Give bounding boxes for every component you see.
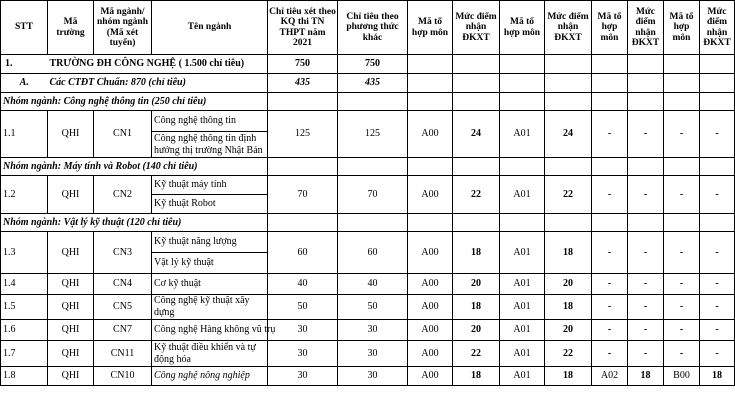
cell-combo-1: A00 — [408, 341, 453, 367]
cell-school: QHI — [48, 295, 94, 320]
header-score-1: Mức điểm nhận ĐKXT — [453, 1, 500, 55]
cell-combo-1: A00 — [408, 111, 453, 158]
group-row — [1, 214, 735, 232]
cell-score-3: - — [628, 295, 664, 320]
cell-score-4: - — [700, 320, 735, 341]
header-combo-code-4: Mã tổ hợp môn — [664, 1, 700, 55]
header-quota-other: Chỉ tiêu theo phương thức khác — [338, 1, 408, 55]
cell-score-1: 24 — [453, 111, 500, 158]
cell-quota-other: 60 — [338, 232, 408, 274]
cell-combo-3: - — [592, 176, 628, 214]
cell-combo-1: A00 — [408, 232, 453, 274]
cell-combo-2: A01 — [500, 232, 545, 274]
header-major-name: Tên ngành — [152, 1, 268, 55]
cell-combo-2: A01 — [500, 320, 545, 341]
cell-code: CN2 — [94, 176, 152, 214]
cell-combo-3: - — [592, 232, 628, 274]
cell-school: QHI — [48, 341, 94, 367]
group-title: Nhóm ngành: Công nghệ thông tin (250 chỉ tiêu) — [1, 93, 268, 111]
table-row — [1, 111, 735, 132]
cell-score-1: 18 — [453, 367, 500, 386]
cell-combo-1: A00 — [408, 367, 453, 386]
table-row — [1, 295, 735, 320]
cell-code: CN10 — [94, 367, 152, 386]
cell-score-4: 18 — [700, 367, 735, 386]
cell-score-4: - — [700, 176, 735, 214]
header-combo-code-1: Mã tổ hợp môn — [408, 1, 453, 55]
cell-major-name: Vật lý kỹ thuật — [152, 253, 268, 274]
cell-score-3: - — [628, 341, 664, 367]
header-score-2: Mức điểm nhận ĐKXT — [545, 1, 592, 55]
cell-quota-other: 70 — [338, 176, 408, 214]
cell-major-name: Kỹ thuật Robot — [152, 195, 268, 214]
cell-major-name: Kỹ thuật điều khiển và tự động hóa — [152, 341, 268, 367]
section-a-quota-thpt: 435 — [268, 74, 338, 93]
cell-quota-thpt: 70 — [268, 176, 338, 214]
cell-school: QHI — [48, 274, 94, 295]
cell-quota-other: 125 — [338, 111, 408, 158]
cell-combo-4: - — [664, 295, 700, 320]
cell-score-2: 22 — [545, 176, 592, 214]
cell-major-name: Công nghệ thông tin — [152, 111, 268, 132]
cell-score-1: 22 — [453, 341, 500, 367]
cell-combo-4: - — [664, 274, 700, 295]
section-a-name: Các CTĐT Chuẩn: 870 (chỉ tiêu) — [48, 74, 268, 93]
cell-quota-other: 50 — [338, 295, 408, 320]
table-row — [1, 274, 735, 295]
cell-school: QHI — [48, 111, 94, 158]
header-score-4: Mức điểm nhận ĐKXT — [700, 1, 735, 55]
group-row — [1, 93, 735, 111]
cell-code: CN5 — [94, 295, 152, 320]
university-stt: 1. — [1, 55, 48, 74]
cell-quota-thpt: 50 — [268, 295, 338, 320]
cell-score-2: 18 — [545, 232, 592, 274]
table-row — [1, 341, 735, 367]
cell-quota-other: 30 — [338, 367, 408, 386]
cell-score-4: - — [700, 232, 735, 274]
cell-quota-thpt: 30 — [268, 341, 338, 367]
cell-major-name: Kỹ thuật năng lượng — [152, 232, 268, 253]
cell-combo-1: A00 — [408, 295, 453, 320]
cell-score-3: - — [628, 320, 664, 341]
table-row — [1, 176, 735, 195]
cell-major-name: Công nghệ kỹ thuật xây dựng — [152, 295, 268, 320]
cell-combo-1: A00 — [408, 176, 453, 214]
header-combo-code-3: Mã tổ hợp môn — [592, 1, 628, 55]
cell-quota-thpt: 60 — [268, 232, 338, 274]
cell-code: CN4 — [94, 274, 152, 295]
cell-stt: 1.5 — [1, 295, 48, 320]
header-stt: STT — [1, 1, 48, 55]
cell-combo-2: A01 — [500, 274, 545, 295]
cell-combo-2: A01 — [500, 295, 545, 320]
cell-stt: 1.7 — [1, 341, 48, 367]
group-title: Nhóm ngành: Vật lý kỹ thuật (120 chỉ tiêu) — [1, 214, 268, 232]
cell-quota-other: 40 — [338, 274, 408, 295]
cell-score-3: - — [628, 176, 664, 214]
cell-score-1: 18 — [453, 232, 500, 274]
header-major-code: Mã ngành/ nhóm ngành (Mã xét tuyển) — [94, 1, 152, 55]
cell-combo-3: - — [592, 295, 628, 320]
cell-major-name: Công nghệ Hàng không vũ trụ — [152, 320, 268, 341]
university-quota-other: 750 — [338, 55, 408, 74]
cell-score-2: 20 — [545, 274, 592, 295]
cell-code: CN3 — [94, 232, 152, 274]
cell-score-3: 18 — [628, 367, 664, 386]
header-score-3: Mức điểm nhận ĐKXT — [628, 1, 664, 55]
cell-combo-3: - — [592, 341, 628, 367]
cell-score-1: 22 — [453, 176, 500, 214]
cell-quota-thpt: 125 — [268, 111, 338, 158]
cell-score-2: 20 — [545, 320, 592, 341]
cell-score-2: 24 — [545, 111, 592, 158]
header-row — [1, 1, 735, 55]
university-row — [1, 55, 735, 74]
cell-major-name: Cơ kỹ thuật — [152, 274, 268, 295]
cell-school: QHI — [48, 367, 94, 386]
cell-major-name: Công nghệ nông nghiệp — [152, 367, 268, 386]
cell-score-4: - — [700, 111, 735, 158]
university-name: TRƯỜNG ĐH CÔNG NGHỆ ( 1.500 chỉ tiêu) — [48, 55, 268, 74]
cell-combo-4: - — [664, 341, 700, 367]
cell-stt: 1.1 — [1, 111, 48, 158]
cell-code: CN7 — [94, 320, 152, 341]
cell-school: QHI — [48, 232, 94, 274]
cell-school: QHI — [48, 176, 94, 214]
cell-combo-2: A01 — [500, 341, 545, 367]
table-row — [1, 232, 735, 253]
cell-major-name: Công nghệ thông tin định hướng thị trường Nhật Bản — [152, 132, 268, 158]
cell-stt: 1.2 — [1, 176, 48, 214]
cell-score-3: - — [628, 274, 664, 295]
cell-score-4: - — [700, 341, 735, 367]
cell-quota-thpt: 40 — [268, 274, 338, 295]
section-a-quota-other: 435 — [338, 74, 408, 93]
section-a-label: A. — [1, 74, 48, 93]
cell-stt: 1.8 — [1, 367, 48, 386]
section-a-row — [1, 74, 735, 93]
cell-combo-4: - — [664, 232, 700, 274]
cell-school: QHI — [48, 320, 94, 341]
cell-combo-1: A00 — [408, 320, 453, 341]
cell-stt: 1.4 — [1, 274, 48, 295]
cell-code: CN1 — [94, 111, 152, 158]
cell-score-3: - — [628, 232, 664, 274]
cell-score-3: - — [628, 111, 664, 158]
cell-combo-2: A01 — [500, 176, 545, 214]
cell-combo-4: - — [664, 320, 700, 341]
cell-quota-thpt: 30 — [268, 367, 338, 386]
cell-score-1: 18 — [453, 295, 500, 320]
cell-combo-2: A01 — [500, 111, 545, 158]
table-row — [1, 367, 735, 386]
cell-combo-4: B00 — [664, 367, 700, 386]
cell-score-2: 18 — [545, 367, 592, 386]
cell-score-1: 20 — [453, 320, 500, 341]
cell-stt: 1.6 — [1, 320, 48, 341]
cell-combo-3: - — [592, 111, 628, 158]
group-row — [1, 158, 735, 176]
cell-stt: 1.3 — [1, 232, 48, 274]
cell-combo-3: - — [592, 320, 628, 341]
header-combo-code-2: Mã tổ hợp môn — [500, 1, 545, 55]
cell-combo-4: - — [664, 176, 700, 214]
cell-score-2: 18 — [545, 295, 592, 320]
cell-major-name: Kỹ thuật máy tính — [152, 176, 268, 195]
header-school-code: Mã trường — [48, 1, 94, 55]
university-quota-thpt: 750 — [268, 55, 338, 74]
cell-score-1: 20 — [453, 274, 500, 295]
cell-combo-4: - — [664, 111, 700, 158]
cell-quota-other: 30 — [338, 341, 408, 367]
table-row — [1, 320, 735, 341]
cell-combo-3: A02 — [592, 367, 628, 386]
group-title: Nhóm ngành: Máy tính và Robot (140 chỉ tiêu) — [1, 158, 268, 176]
cell-combo-2: A01 — [500, 367, 545, 386]
header-quota-thpt: Chỉ tiêu xét theo KQ thi TN THPT năm 2021 — [268, 1, 338, 55]
cell-code: CN11 — [94, 341, 152, 367]
cell-combo-3: - — [592, 274, 628, 295]
cell-score-2: 22 — [545, 341, 592, 367]
cell-score-4: - — [700, 274, 735, 295]
cell-quota-other: 30 — [338, 320, 408, 341]
cell-score-4: - — [700, 295, 735, 320]
cell-combo-1: A00 — [408, 274, 453, 295]
cell-quota-thpt: 30 — [268, 320, 338, 341]
